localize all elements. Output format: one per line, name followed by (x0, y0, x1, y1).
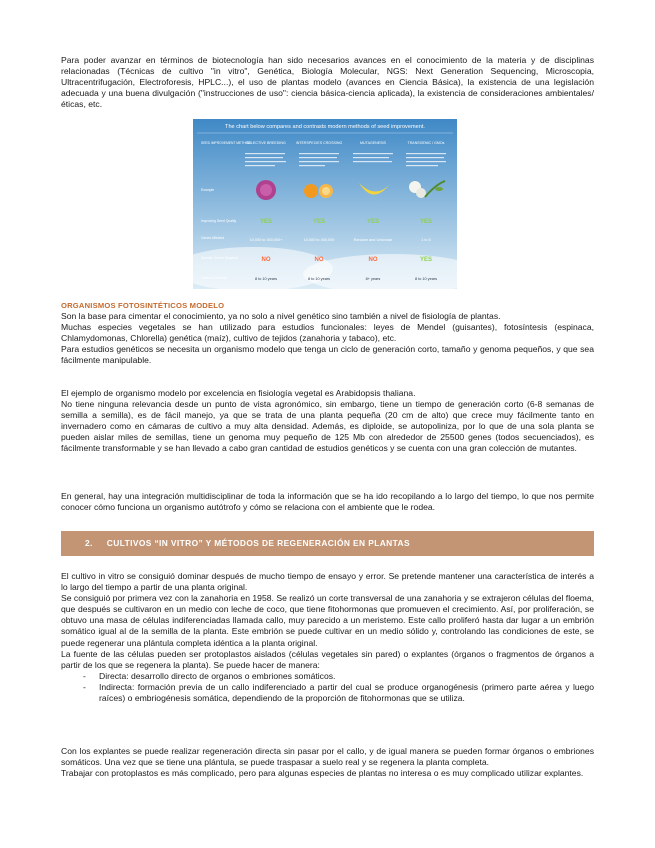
models-paragraph: Son la base para cimentar el conocimiento, ya no solo a nivel genético sino también a nivel de fisiología de plantas. (61, 311, 501, 321)
infographic-svg (193, 119, 457, 289)
no-cell: NO (314, 257, 324, 263)
section-number: 2. (85, 538, 93, 548)
explants-block (61, 746, 594, 779)
genes-cell: Random and Unknown (353, 238, 393, 242)
intro-paragraph: Para poder avanzar en términos de biotecnología han sido necesarios avances en el conocimiento de la materia y de disciplinas relacionadas (Técnicas de cultivo "in vitro", Genética, Biología Molecular, NGS: Next Generation Sequencing, Microscopia, Ultracentrifugación, Electroforesis, HPLC...), el uso de plantas modelo (avances en Ciencia Básica), la existencia de una legislación adecuada y una buena divulgación ("instrucciones de uso": ciencia básica-ciencia aplicada), la existencia de consideraciones ambientales/éticas, etc. (61, 55, 594, 110)
explants-paragraph: Con los explantes se puede realizar regeneración directa sin pasar por el callo, y de igual manera se pueden formar órganos o embriones somáticos. Una vez que se tiene una plántula, se puede traspasar a suelo real y se regenera la planta completa. (61, 746, 594, 768)
row-label: Example (201, 188, 215, 192)
years-cell: 8 to 10 years (255, 277, 277, 281)
yes-cell: YES (419, 219, 433, 225)
row-label: Years to Develop (201, 276, 227, 280)
section-title: CULTIVOS “IN VITRO” Y MÉTODOS DE REGENERACIÓN EN PLANTAS (106, 538, 410, 548)
years-cell: 8+ years (365, 277, 381, 281)
arabidopsis-block (61, 388, 594, 455)
seed-improvement-infographic (193, 119, 457, 289)
column-header: INTERSPECIES CROSSING (295, 141, 343, 145)
years-cell: 8 to 10 years (308, 277, 330, 281)
years-cell: 8 to 10 years (415, 277, 437, 281)
models-paragraph: Muchas especies vegetales se han utilizado para estudios funcionales: leyes de Mendel (guisantes), fotosíntesis (espinaca, Chlamydomonas, Chlorella) genética (maíz), cultivo de tejidos (zanahoria y tabaco), etc. (61, 322, 594, 344)
in-vitro-paragraph: El cultivo in vitro se consiguió dominar después de mucho tiempo de ensayo y error. Se pretende mantener una característica de interés a lo largo del tiempo a partir de una planta original. (61, 571, 594, 593)
column-header: MUTAGENESIS (360, 141, 386, 145)
arabidopsis-paragraph: El ejemplo de organismo modelo por excelencia en fisiología vegetal es Arabidopsis thaliana. (61, 388, 416, 398)
in-vitro-block (61, 571, 594, 704)
no-cell: NO (261, 257, 271, 263)
genes-cell: 10,000 to 300,000+ (249, 238, 283, 242)
column-header: SELECTIVE BREEDING (246, 141, 286, 145)
intro-block (61, 55, 594, 110)
infographic-title: The chart below compares and contrasts modern methods of seed improvement. (225, 124, 425, 130)
row-label: Improving Seed Quality (201, 219, 237, 223)
yes-cell: YES (366, 219, 380, 225)
models-paragraph: Para estudios genéticos se necesita un organismo modelo que tenga un ciclo de generación corto, tamaño y genoma pequeños, y que sea fácilmente manipulable. (61, 344, 594, 366)
explants-paragraph: Trabajar con protoplastos es más complicado, pero para algunas especies de plantas no interesa o es muy complicado utilizar explantes. (61, 768, 584, 779)
list-item: - Indirecta: formación previa de un callo indiferenciado a partir del cual se produce organogénesis (primero parte aérea y luego raíces) o embriogénesis somática, dependiendo de la proporción de fitohormonas que se utiliza. (83, 682, 594, 704)
yes-cell: YES (312, 219, 326, 225)
models-section (61, 300, 594, 366)
section-banner (61, 531, 594, 556)
onion-illustration (256, 180, 276, 200)
yes-cell: YES (259, 219, 273, 225)
in-vitro-paragraph: La fuente de las células pueden ser protoplastos aislados (células vegetales sin pared) o explantes (órganos o fragmentos de órganos a partir de los que se regenera la planta). Se puede hacer de manera: (61, 648, 594, 670)
section-heading: ORGANISMOS FOTOSINTÉTICOS MODELO (61, 301, 225, 310)
arabidopsis-paragraph: No tiene ninguna relevancia desde un punto de vista agronómico, sin embargo, tiene un tiempo de generación corto (6-8 semanas de semilla a semilla), es de fácil manejo, ya que se trata de una planta pequeña (20 cm de alto) que crece muy fácilmente tanto en invernadero como en cámaras de cultivo a muy alta densidad. Además, es diploide, se autopoliniza, por lo que de una sola planta se pueden aislar miles de semillas, tiene un genoma muy pequeño de 125 Mb con alrededor de 25500 genes (todos secuenciados), es fácilmente transformable y se han llevado a cabo gran cantidad de estudios genéticos y se cuenta con una gran colección de mutantes. (61, 399, 594, 454)
column-header: SEED IMPROVEMENT METHOD (201, 141, 251, 145)
integration-paragraph: En general, hay una integración multidisciplinar de toda la información que se ha ido recopilando a lo largo del tiempo, lo que nos permite conocer cómo funciona un organismo autótrofo y cómo se relaciona con el ambiente que le rodea. (61, 491, 594, 513)
row-label: Genes Affected (201, 236, 225, 240)
integration-block (61, 491, 594, 513)
column-header: TRANSGENIC / GMOs (407, 141, 445, 145)
yes-cell: YES (419, 257, 433, 263)
genes-cell: 1 to 5 (421, 238, 431, 242)
list-item: - Directa: desarrollo directo de organos o embriones somáticos. (83, 671, 594, 682)
genes-cell: 10,000 to 300,000 (303, 238, 335, 242)
in-vitro-paragraph: Se consiguió por primera vez con la zanahoria en 1958. Se realizó un corte transversal de una zanahoria y se extrajeron células del floema, que después se cultivaron en un medio con leche de coco, que tiene fitohormonas que promueven el crecimiento. Así, por proliferación, se obtuvo una masa de células indiferenciadas llamada callo, muy parecido a un meristemo. Este callo proliferó hasta dar lugar a un embrión somático igual al de la semilla de la planta. Este embrión se puede cultivar en un medio sólido y, controlando las condiciones de este, se puede regenerar una plántula completa idéntica a la planta original. (61, 593, 594, 648)
row-label: Specific Genes Targeted (201, 256, 238, 260)
no-cell: NO (368, 257, 378, 263)
regeneration-list (61, 671, 594, 704)
